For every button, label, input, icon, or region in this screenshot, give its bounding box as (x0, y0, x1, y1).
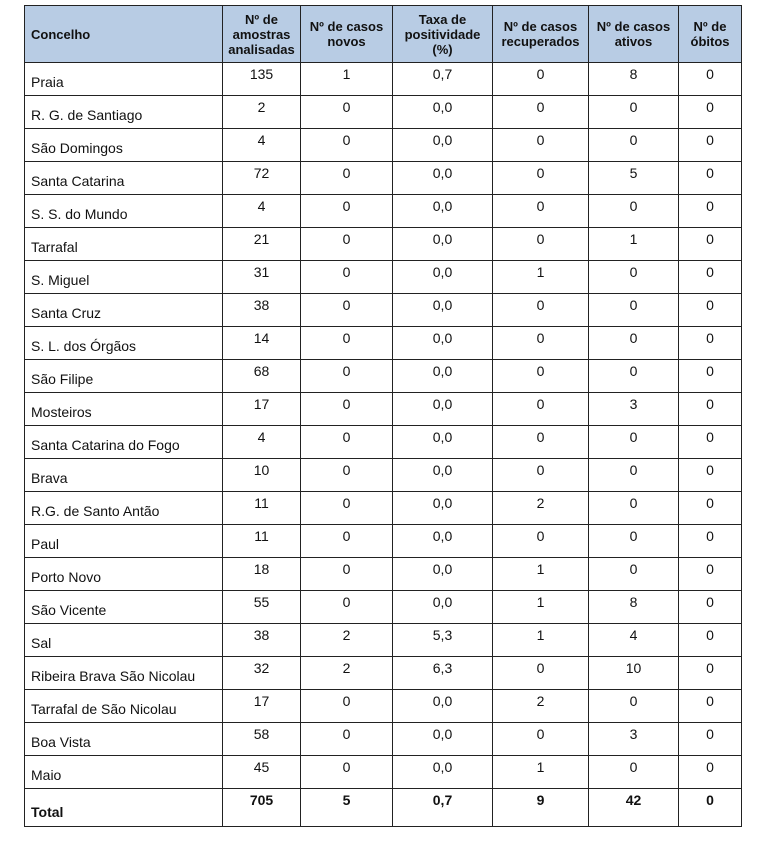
table-row (25, 261, 742, 294)
cell-active-cases: 8 (589, 63, 679, 96)
header-label-line: ativos (614, 34, 653, 49)
cell-recovered-cases: 0 (493, 426, 589, 459)
cell-new-cases: 0 (301, 591, 393, 624)
cell-positivity-rate: 6,3 (393, 657, 493, 690)
table-header (25, 6, 742, 63)
cell-recovered-cases: 0 (493, 459, 589, 492)
cell-positivity-rate: 0,7 (393, 63, 493, 96)
cell-municipality: Mosteiros (25, 393, 223, 426)
cell-positivity-rate: 0,0 (393, 195, 493, 228)
total-new-cases: 5 (301, 789, 393, 827)
cell-recovered-cases: 0 (493, 63, 589, 96)
cell-municipality: Boa Vista (25, 723, 223, 756)
cell-samples-analyzed: 11 (223, 525, 301, 558)
cell-municipality: Maio (25, 756, 223, 789)
table-row (25, 294, 742, 327)
cell-active-cases: 10 (589, 657, 679, 690)
cell-deaths: 0 (679, 360, 742, 393)
cell-municipality: Brava (25, 459, 223, 492)
table-row (25, 327, 742, 360)
cell-recovered-cases: 0 (493, 393, 589, 426)
cell-active-cases: 3 (589, 723, 679, 756)
cell-samples-analyzed: 4 (223, 195, 301, 228)
table-row (25, 228, 742, 261)
cell-active-cases: 0 (589, 558, 679, 591)
table-body (25, 63, 742, 789)
header-municipality (25, 6, 223, 63)
cell-samples-analyzed: 31 (223, 261, 301, 294)
cell-new-cases: 0 (301, 459, 393, 492)
cell-new-cases: 0 (301, 690, 393, 723)
total-active-cases: 42 (589, 789, 679, 827)
cell-positivity-rate: 0,0 (393, 690, 493, 723)
cell-municipality: S. Miguel (25, 261, 223, 294)
cell-recovered-cases: 1 (493, 591, 589, 624)
cell-recovered-cases: 2 (493, 690, 589, 723)
cell-municipality: Ribeira Brava São Nicolau (25, 657, 223, 690)
cell-positivity-rate: 0,0 (393, 393, 493, 426)
cell-recovered-cases: 0 (493, 723, 589, 756)
table-row (25, 195, 742, 228)
header-positivity-rate (393, 6, 493, 63)
cell-municipality: S. L. dos Órgãos (25, 327, 223, 360)
table-row (25, 96, 742, 129)
cell-recovered-cases: 1 (493, 558, 589, 591)
cell-positivity-rate: 0,0 (393, 558, 493, 591)
cell-positivity-rate: 0,0 (393, 327, 493, 360)
table-row (25, 723, 742, 756)
table-row (25, 129, 742, 162)
cell-recovered-cases: 0 (493, 327, 589, 360)
cell-active-cases: 3 (589, 393, 679, 426)
cell-recovered-cases: 0 (493, 525, 589, 558)
table-footer (25, 789, 742, 827)
cell-municipality: Praia (25, 63, 223, 96)
cell-positivity-rate: 0,0 (393, 591, 493, 624)
cell-positivity-rate: 5,3 (393, 624, 493, 657)
cell-active-cases: 0 (589, 261, 679, 294)
cell-municipality: Tarrafal (25, 228, 223, 261)
header-label-line: Nº de casos (596, 19, 671, 34)
cell-recovered-cases: 0 (493, 96, 589, 129)
cell-active-cases: 0 (589, 195, 679, 228)
table-row (25, 360, 742, 393)
header-row (25, 6, 742, 63)
cell-municipality: São Domingos (25, 129, 223, 162)
table-row (25, 426, 742, 459)
total-label: Total (25, 789, 223, 827)
cell-municipality: R.G. de Santo Antão (25, 492, 223, 525)
cell-new-cases: 0 (301, 756, 393, 789)
cell-active-cases: 0 (589, 327, 679, 360)
cell-active-cases: 0 (589, 426, 679, 459)
table-row (25, 756, 742, 789)
cell-recovered-cases: 0 (493, 294, 589, 327)
cell-new-cases: 0 (301, 162, 393, 195)
cell-samples-analyzed: 21 (223, 228, 301, 261)
total-deaths: 0 (679, 789, 742, 827)
cell-deaths: 0 (679, 96, 742, 129)
cell-positivity-rate: 0,0 (393, 96, 493, 129)
cell-positivity-rate: 0,0 (393, 261, 493, 294)
cell-new-cases: 0 (301, 228, 393, 261)
cell-recovered-cases: 0 (493, 360, 589, 393)
cell-samples-analyzed: 14 (223, 327, 301, 360)
cell-deaths: 0 (679, 591, 742, 624)
cell-samples-analyzed: 17 (223, 393, 301, 426)
header-label-line: positividade (404, 26, 481, 42)
cell-deaths: 0 (679, 558, 742, 591)
cell-recovered-cases: 0 (493, 162, 589, 195)
cell-active-cases: 8 (589, 591, 679, 624)
header-label-line: Nº de casos (309, 19, 384, 34)
cell-new-cases: 1 (301, 63, 393, 96)
total-positivity-rate: 0,7 (393, 789, 493, 827)
cell-new-cases: 0 (301, 558, 393, 591)
cell-positivity-rate: 0,0 (393, 525, 493, 558)
cell-deaths: 0 (679, 459, 742, 492)
cell-samples-analyzed: 2 (223, 96, 301, 129)
cell-deaths: 0 (679, 624, 742, 657)
cell-municipality: S. S. do Mundo (25, 195, 223, 228)
table-row (25, 525, 742, 558)
cell-deaths: 0 (679, 195, 742, 228)
cell-recovered-cases: 0 (493, 228, 589, 261)
cell-deaths: 0 (679, 690, 742, 723)
cell-new-cases: 2 (301, 657, 393, 690)
cell-new-cases: 0 (301, 492, 393, 525)
cell-active-cases: 0 (589, 294, 679, 327)
header-label-line: Concelho (31, 26, 91, 42)
cell-active-cases: 0 (589, 360, 679, 393)
cell-deaths: 0 (679, 294, 742, 327)
cell-new-cases: 0 (301, 327, 393, 360)
cell-positivity-rate: 0,0 (393, 228, 493, 261)
cell-deaths: 0 (679, 657, 742, 690)
cell-active-cases: 0 (589, 459, 679, 492)
cell-new-cases: 0 (301, 294, 393, 327)
cell-recovered-cases: 1 (493, 756, 589, 789)
header-label-line: óbitos (690, 34, 730, 49)
cell-samples-analyzed: 55 (223, 591, 301, 624)
table-row (25, 459, 742, 492)
cell-new-cases: 0 (301, 426, 393, 459)
cell-new-cases: 0 (301, 393, 393, 426)
cell-samples-analyzed: 11 (223, 492, 301, 525)
cell-deaths: 0 (679, 162, 742, 195)
cell-active-cases: 0 (589, 756, 679, 789)
header-label-line: novos (327, 34, 366, 49)
cell-positivity-rate: 0,0 (393, 723, 493, 756)
cell-deaths: 0 (679, 492, 742, 525)
cell-municipality: R. G. de Santiago (25, 96, 223, 129)
cell-positivity-rate: 0,0 (393, 492, 493, 525)
cell-deaths: 0 (679, 63, 742, 96)
cell-samples-analyzed: 17 (223, 690, 301, 723)
cell-deaths: 0 (679, 426, 742, 459)
table-row (25, 63, 742, 96)
header-new-cases (301, 6, 393, 63)
cell-samples-analyzed: 18 (223, 558, 301, 591)
cell-positivity-rate: 0,0 (393, 162, 493, 195)
header-label-line: (%) (432, 41, 453, 57)
cell-deaths: 0 (679, 525, 742, 558)
cases-by-municipality-table-container (24, 5, 741, 827)
cell-samples-analyzed: 38 (223, 624, 301, 657)
cell-deaths: 0 (679, 327, 742, 360)
header-label-line: amostras (232, 26, 291, 42)
cell-municipality: Santa Catarina do Fogo (25, 426, 223, 459)
cell-municipality: Porto Novo (25, 558, 223, 591)
cell-municipality: São Filipe (25, 360, 223, 393)
cell-new-cases: 0 (301, 360, 393, 393)
cell-active-cases: 0 (589, 690, 679, 723)
cell-active-cases: 0 (589, 492, 679, 525)
header-recovered-cases (493, 6, 589, 63)
cell-samples-analyzed: 68 (223, 360, 301, 393)
table-row (25, 690, 742, 723)
cell-new-cases: 0 (301, 195, 393, 228)
cell-active-cases: 4 (589, 624, 679, 657)
cell-active-cases: 0 (589, 96, 679, 129)
cell-samples-analyzed: 45 (223, 756, 301, 789)
cell-active-cases: 1 (589, 228, 679, 261)
cell-new-cases: 0 (301, 129, 393, 162)
cell-new-cases: 0 (301, 261, 393, 294)
total-samples-analyzed: 705 (223, 789, 301, 827)
cell-deaths: 0 (679, 393, 742, 426)
cell-positivity-rate: 0,0 (393, 129, 493, 162)
table-row (25, 591, 742, 624)
cell-municipality: Tarrafal de São Nicolau (25, 690, 223, 723)
cell-positivity-rate: 0,0 (393, 756, 493, 789)
cell-active-cases: 0 (589, 129, 679, 162)
header-samples-analyzed (223, 6, 301, 63)
cell-deaths: 0 (679, 756, 742, 789)
cell-new-cases: 0 (301, 525, 393, 558)
cell-recovered-cases: 0 (493, 195, 589, 228)
total-row (25, 789, 742, 827)
cell-deaths: 0 (679, 228, 742, 261)
cell-deaths: 0 (679, 261, 742, 294)
cell-recovered-cases: 0 (493, 657, 589, 690)
total-recovered-cases: 9 (493, 789, 589, 827)
header-label-line: Nº de (245, 11, 278, 27)
header-deaths (679, 6, 742, 63)
cell-positivity-rate: 0,0 (393, 294, 493, 327)
cell-deaths: 0 (679, 723, 742, 756)
cell-recovered-cases: 0 (493, 129, 589, 162)
cell-positivity-rate: 0,0 (393, 459, 493, 492)
cell-recovered-cases: 1 (493, 261, 589, 294)
cell-positivity-rate: 0,0 (393, 360, 493, 393)
cell-new-cases: 0 (301, 723, 393, 756)
cell-new-cases: 2 (301, 624, 393, 657)
cell-municipality: São Vicente (25, 591, 223, 624)
cell-recovered-cases: 2 (493, 492, 589, 525)
cell-positivity-rate: 0,0 (393, 426, 493, 459)
cell-samples-analyzed: 10 (223, 459, 301, 492)
cell-deaths: 0 (679, 129, 742, 162)
cell-samples-analyzed: 135 (223, 63, 301, 96)
cell-samples-analyzed: 32 (223, 657, 301, 690)
table-row (25, 492, 742, 525)
cell-active-cases: 5 (589, 162, 679, 195)
header-label-line: Nº de (693, 19, 727, 34)
cell-samples-analyzed: 4 (223, 426, 301, 459)
cell-municipality: Sal (25, 624, 223, 657)
cell-municipality: Santa Catarina (25, 162, 223, 195)
header-label-line: analisadas (228, 41, 295, 57)
table-row (25, 162, 742, 195)
table-row (25, 657, 742, 690)
cell-municipality: Santa Cruz (25, 294, 223, 327)
cell-recovered-cases: 1 (493, 624, 589, 657)
cases-by-municipality-table (24, 5, 742, 827)
cell-samples-analyzed: 72 (223, 162, 301, 195)
cell-samples-analyzed: 38 (223, 294, 301, 327)
cell-municipality: Paul (25, 525, 223, 558)
cell-samples-analyzed: 58 (223, 723, 301, 756)
table-row (25, 393, 742, 426)
table-row (25, 624, 742, 657)
header-label-line: Taxa de (418, 11, 467, 27)
header-label-line: recuperados (501, 34, 580, 49)
cell-new-cases: 0 (301, 96, 393, 129)
header-active-cases (589, 6, 679, 63)
cell-samples-analyzed: 4 (223, 129, 301, 162)
table-row (25, 558, 742, 591)
cell-active-cases: 0 (589, 525, 679, 558)
header-label-line: Nº de casos (503, 19, 578, 34)
